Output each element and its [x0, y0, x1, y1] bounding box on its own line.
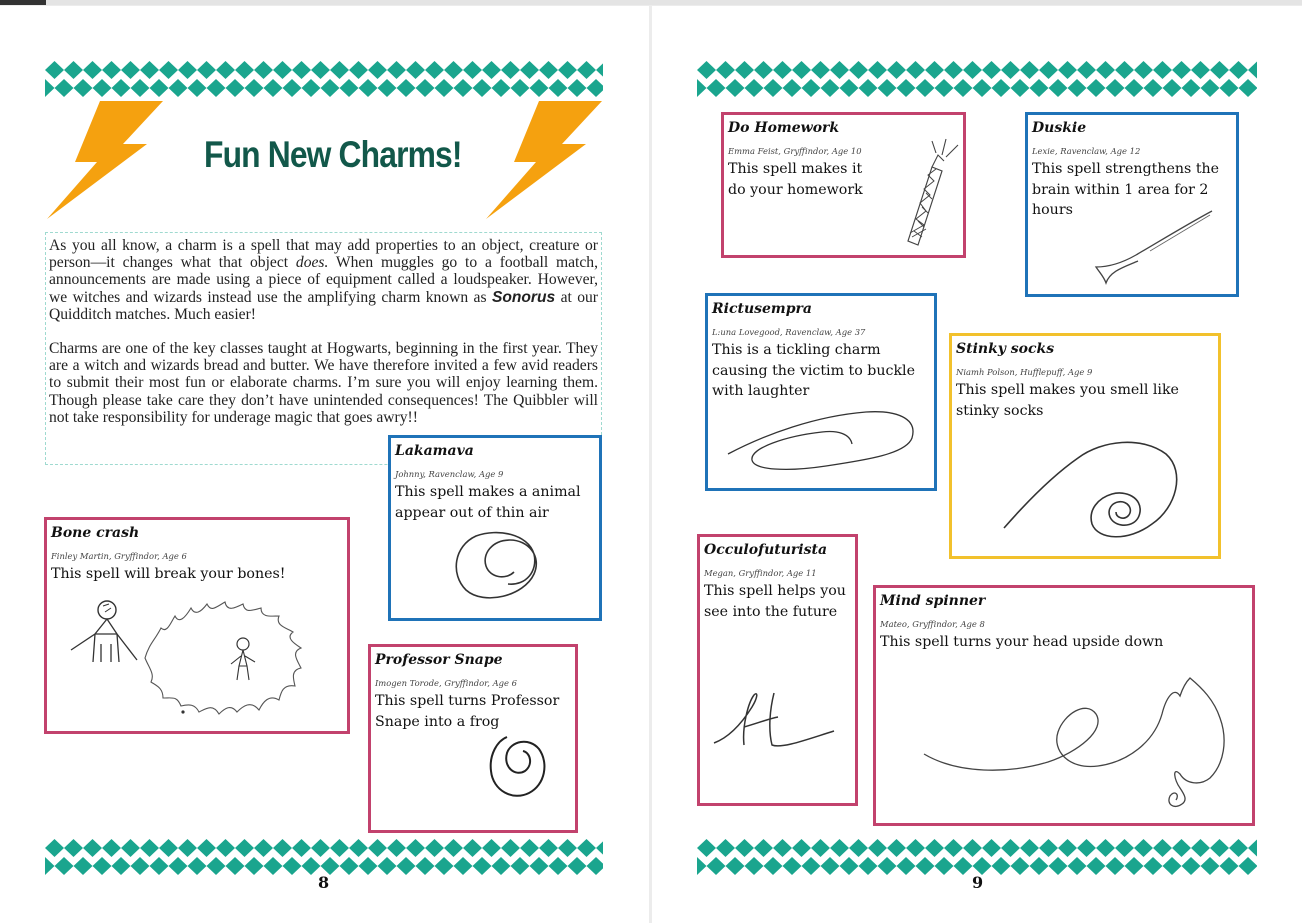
- charm-author: Finley Martin, Gryffindor, Age 6: [51, 551, 187, 561]
- charm-name: Mind spinner: [880, 593, 986, 609]
- charm-card-professor-snape: [368, 644, 578, 833]
- charm-name: Bone crash: [51, 525, 140, 541]
- charm-author: Imogen Torode, Gryffindor, Age 6: [375, 678, 517, 688]
- charm-card-bone-crash: [44, 517, 350, 734]
- lightning-bolt-icon-left: [45, 98, 165, 222]
- article-title: Fun New Charms!: [204, 134, 462, 175]
- charm-author: Lexie, Ravenclaw, Age 12: [1032, 146, 1141, 156]
- spiral-doodle-drawing: [446, 526, 546, 601]
- top-diamond-border: [697, 61, 1257, 97]
- future-h-doodle-drawing: [712, 687, 842, 757]
- charm-author: L:una Lovegood, Ravenclaw, Age 37: [712, 327, 866, 337]
- lightning-bolt-icon-right: [484, 98, 604, 222]
- frog-spiral-doodle-drawing: [481, 733, 551, 805]
- intro-paragraph-1: As you all know, a charm is a spell that may add properties to an object, creature or person—it changes what that object does. When muggles go to a football match, announcements are made using a piece of equipment called a loudspeaker. However, we witches and wizards instead use the amplifying charm known as Sonorus at our Quidditch matches. Much easier!: [49, 237, 599, 323]
- charm-description: This spell strengthens the brain within 1 area for 2 hours: [1032, 161, 1220, 218]
- intro-paragraph-2: Charms are one of the key classes taught at Hogwarts, beginning in the first year. They are a witch and wizards bread and butter. We have therefore invited a few avid readers to submit their most fun or elaborate charms. I’m sure you will enjoy learning them. Though please take care they don’t have unintended consequences! The Quibbler will not take responsibility for underage magic that goes awry!!: [49, 340, 598, 426]
- spiral-doodle-drawing: [1002, 432, 1182, 552]
- charm-description: This spell helps you see into the future: [704, 583, 846, 620]
- charm-name: Occulofuturista: [704, 542, 828, 558]
- viewer-active-tab-indicator[interactable]: [0, 0, 46, 5]
- bottom-diamond-border: [697, 839, 1257, 875]
- charm-name: Stinky socks: [956, 341, 1055, 357]
- charm-description: This spell turns Professor Snape into a frog: [375, 693, 560, 730]
- charm-name: Do Homework: [728, 120, 840, 136]
- page-number: 9: [972, 873, 984, 892]
- charm-author: Emma Feist, Gryffindor, Age 10: [728, 146, 862, 156]
- charm-author: Niamh Polson, Hufflepuff, Age 9: [956, 367, 1093, 377]
- charm-description: This spell will break your bones!: [51, 566, 286, 582]
- article-intro: [45, 232, 602, 465]
- viewer-top-bar: [0, 0, 1302, 5]
- charm-description: This spell makes you smell like stinky socks: [956, 382, 1179, 419]
- wand-doodle-drawing: [896, 133, 966, 251]
- charm-card-occulofuturista: [697, 534, 858, 806]
- charm-card-stinky-socks: [949, 333, 1221, 559]
- charm-author: Mateo, Gryffindor, Age 8: [880, 619, 985, 629]
- charm-description: This spell makes a animal appear out of thin air: [395, 484, 581, 521]
- tickle-loop-doodle-drawing: [726, 404, 926, 484]
- charm-card-rictusempra: [705, 293, 937, 491]
- charm-description: This is a tickling charm causing the victim to buckle with laughter: [712, 342, 915, 399]
- charm-card-do-homework: [721, 112, 966, 258]
- charm-name: Professor Snape: [375, 652, 503, 668]
- charm-name: Duskie: [1032, 120, 1087, 136]
- duskie-wand-stroke-drawing: [1090, 207, 1220, 287]
- charm-description: This spell turns your head upside down: [880, 634, 1164, 650]
- top-diamond-border: [45, 61, 603, 97]
- page-number: 8: [318, 873, 330, 892]
- charm-name: Lakamava: [395, 443, 474, 459]
- charm-name: Rictusempra: [712, 301, 812, 317]
- bottom-diamond-border: [45, 839, 603, 875]
- page-9: [652, 6, 1302, 923]
- charm-author: Megan, Gryffindor, Age 11: [704, 568, 817, 578]
- charm-card-mind-spinner: [873, 585, 1255, 826]
- charm-author: Johnny, Ravenclaw, Age 9: [395, 469, 504, 479]
- page-8: [0, 6, 649, 923]
- sonorus-spell-name: Sonorus: [491, 288, 556, 306]
- charm-description: This spell makes it do your homework: [728, 161, 863, 198]
- bone-crash-doodle-drawing: [65, 594, 335, 724]
- charm-card-duskie: [1025, 112, 1239, 297]
- charm-card-lakamava: [388, 435, 602, 621]
- mind-spinner-doodle-drawing: [918, 674, 1230, 820]
